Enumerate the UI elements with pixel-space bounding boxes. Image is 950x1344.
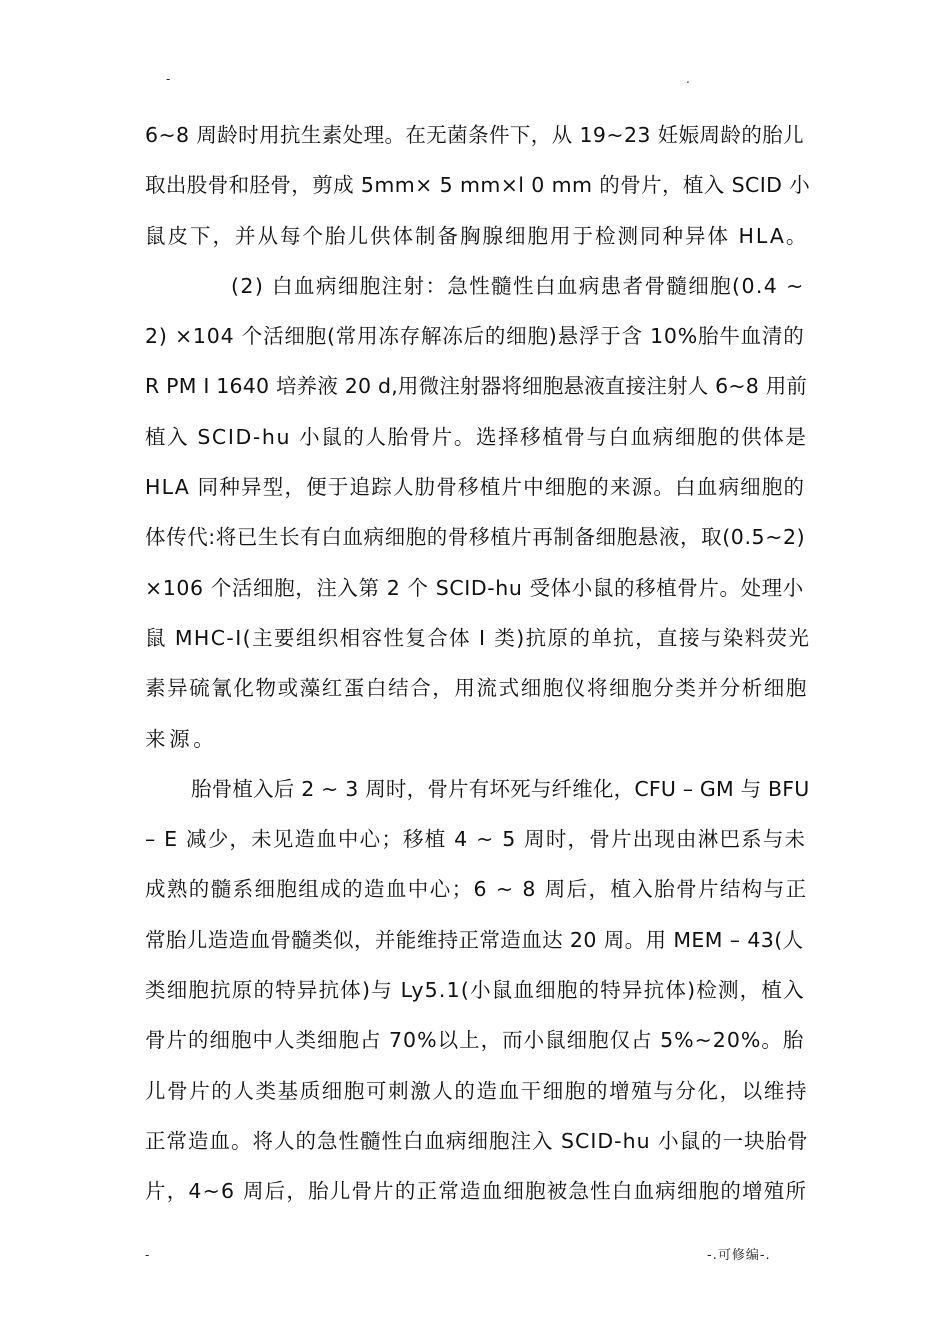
header-left-mark: -: [166, 72, 171, 86]
text-line: 骨片的细胞中人类细胞占 70%以上，而小鼠细胞仅占 5%~20%。胎: [145, 1028, 805, 1053]
text-line: 2) ×104 个活细胞(常用冻存解冻后的细胞)悬浮于含 10%胎牛血清的: [145, 324, 805, 349]
paragraph-start-line: 胎骨植入后 2 ~ 3 周时，骨片有坏死与纤维化，CFU – GM 与 BFU: [191, 776, 810, 801]
text-line: HLA 同种异型，便于追踪人肋骨移植片中细胞的来源。白血病细胞的: [145, 475, 806, 500]
text-line: 片，4~6 周后，胎儿骨片的正常造血细胞被急性白血病细胞的增殖所: [145, 1179, 808, 1204]
text-line: 鼠 MHC-I(主要组织相容性复合体 I 类)抗原的单抗，直接与染料荧光: [145, 625, 811, 650]
text-line: 取出股骨和胫骨，剪成 5mm× 5 mm×l 0 mm 的骨片，植入 SCID 小: [145, 173, 811, 198]
text-line: – E 减少，未见造血中心；移植 4 ~ 5 周时，骨片出现由淋巴系与未: [145, 827, 807, 852]
text-line: 正常造血。将人的急性髓性白血病细胞注入 SCID-hu 小鼠的一块胎骨: [145, 1128, 809, 1153]
text-line: 6~8 周龄时用抗生素处理。在无菌条件下，从 19~23 妊娠周龄的胎儿: [145, 123, 805, 147]
body-text: [145, 114, 810, 1221]
text-line: ×106 个活细胞，注入第 2 个 SCID-hu 受体小鼠的移植骨片。处理小: [145, 575, 804, 600]
text-line: 植入 SCID-hu 小鼠的人胎骨片。选择移植骨与白血病细胞的供体是: [145, 424, 808, 449]
header-right-mark: .: [686, 72, 690, 86]
text-line: 常胎儿造造血骨髓类似，并能维持正常造血达 20 周。用 MEM – 43(人: [145, 927, 804, 952]
footer-label: -.可修编-.: [707, 1248, 771, 1263]
text-line: 体传代:将已生长有白血病细胞的骨移植片再制备细胞悬液，取(0.5~2): [145, 525, 806, 550]
paragraph-start-line: (2) 白血病细胞注射：急性髓性白血病患者骨髓细胞(0.4 ~: [231, 273, 805, 298]
text-line: 类细胞抗原的特异抗体)与 Ly5.1(小鼠血细胞的特异抗体)检测，植入: [145, 978, 805, 1003]
text-line: R PM I 1640 培养液 20 d,用微注射器将细胞悬液直接注射人 6~8 用前: [145, 374, 808, 399]
text-line: 素异硫氰化物或藻红蛋白结合，用流式细胞仪将细胞分类并分析细胞: [145, 676, 808, 701]
footer-left-mark: -: [145, 1248, 150, 1262]
text-line: 鼠皮下，并从每个胎儿供体制备胸腺细胞用于检测同种异体 HLA。: [145, 223, 809, 248]
text-line: 儿骨片的人类基质细胞可刺激人的造血干细胞的增殖与分化，以维持: [145, 1078, 808, 1103]
text-line: 成熟的髓系细胞组成的造血中心；6 ~ 8 周后，植入胎骨片结构与正: [145, 877, 808, 902]
text-line: 来源。: [145, 726, 218, 751]
